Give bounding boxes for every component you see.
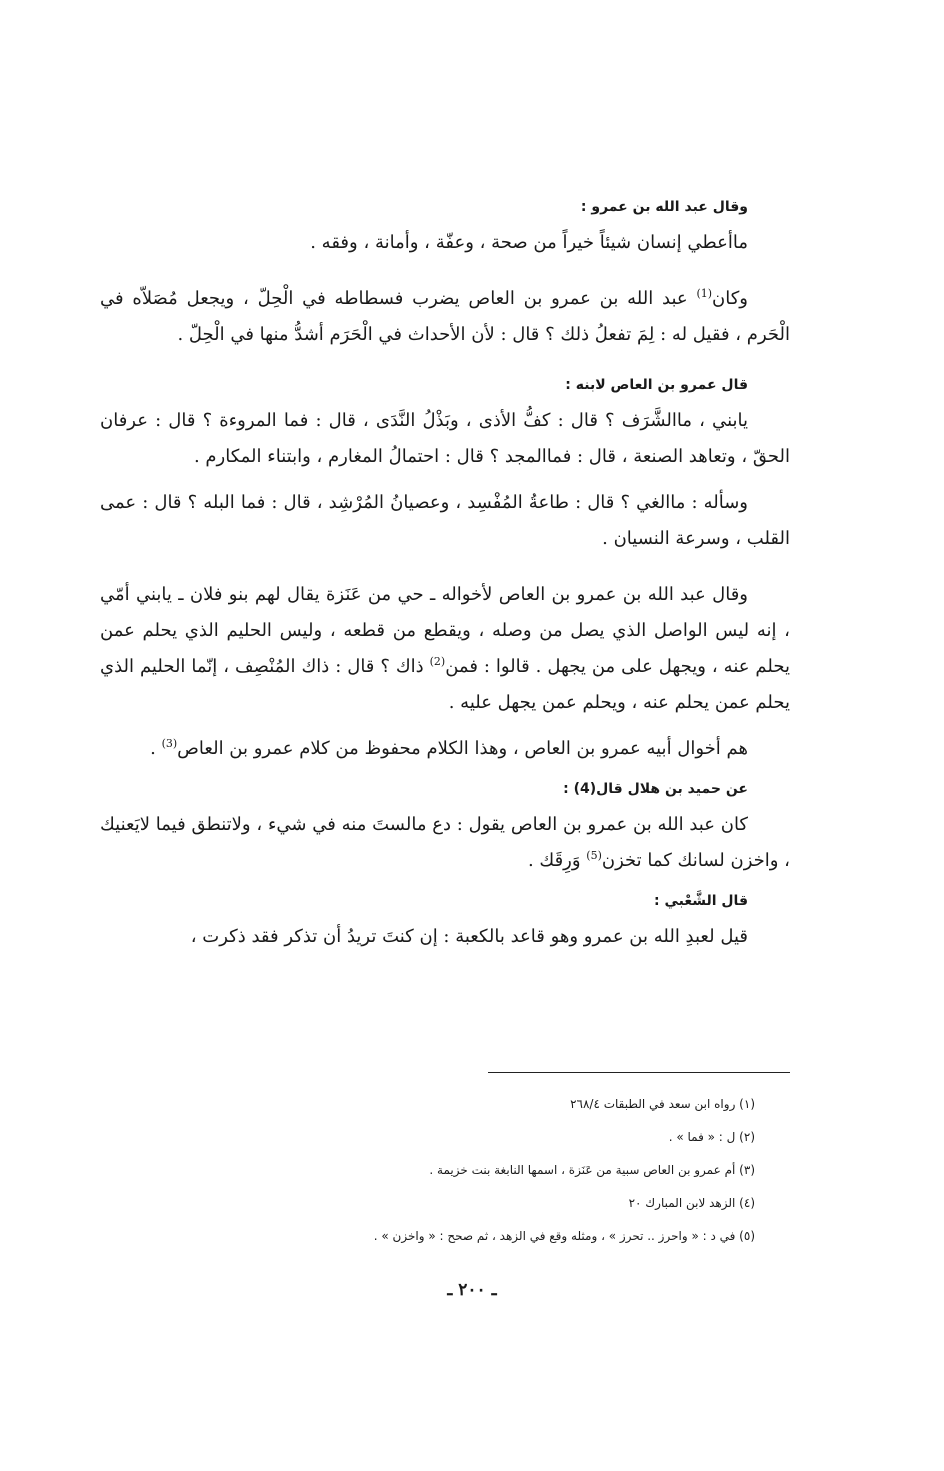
section-heading: عن حميد بن هلال قال(4) : xyxy=(563,781,748,797)
footnote-ref: (1) xyxy=(696,287,713,300)
paragraph: يابني ، ماالشَّرَف ؟ قال : كفُّ الأذى ، وبَذْلُ النَّدَى ، قال : فما المروءة ؟ قال : عرفان الحقّ ، وتعاهد الصنعة ، قال : فماالمجد ؟ قال : احتمالُ المغارم ، وابتناء المكارم . xyxy=(100,410,790,467)
paragraph: وسأله : ماالغي ؟ قال : طاعةُ المُفْسِد ، وعصيانُ المُرْشِد ، قال : فما البله ؟ قال : عمى القلب ، وسرعة النسيان . xyxy=(100,492,790,549)
paragraph: هم أخوال أبيه عمرو بن العاص ، وهذا الكلام محفوظ من كلام عمرو بن العاص$^{(3)}$ . xyxy=(150,737,748,759)
section-2 xyxy=(100,281,790,353)
section-3 xyxy=(100,373,790,557)
paragraph: كان عبد الله بن عمرو بن العاص يقول : دع مالستَ منه في شيء ، ولاتنطق فيما لايَعنيك ، واخزن لسانك كما تخزن$^{(5)}$ وَرِقَك . xyxy=(100,814,790,871)
footnote-ref: (5) xyxy=(586,849,602,862)
footnote: (١) رواه ابن سعد في الطبقات ٢٦٨/٤ xyxy=(570,1097,755,1111)
footnote-ref: (2) xyxy=(429,655,446,668)
paragraph: ماأعطي إنسان شيئاً خيراً من صحة ، وعفّة ، وأمانة ، وفقه . xyxy=(310,232,748,253)
footnotes xyxy=(100,1088,755,1253)
footnote-divider xyxy=(488,1072,790,1073)
section-heading: وقال عبد الله بن عمرو : xyxy=(580,199,748,215)
footnote: (٤) الزهد لابن المبارك ٢٠ xyxy=(628,1196,755,1210)
section-heading: قال عمرو بن العاص لابنه : xyxy=(565,377,748,393)
page-body xyxy=(100,195,790,965)
footnote: (٣) أم عمرو بن العاص سبية من عَنَزة ، اسمها النابغة بنت خزيمة . xyxy=(429,1163,755,1177)
paragraph: قيل لعبدِ الله بن عمرو وهو قاعد بالكعبة : إن كنتَ تريدُ أن تذكر فقد ذكرت ، xyxy=(190,926,748,947)
section-4 xyxy=(100,577,790,767)
footnote-ref: (3) xyxy=(161,737,178,750)
section-6 xyxy=(100,889,790,955)
footnote: (٥) في د : « واحرز .. تحرز » ، ومثله وقع في الزهد ، ثم صحح : « واخزن » . xyxy=(373,1229,755,1243)
page-number: ـ ٢٠٠ ـ xyxy=(447,1280,497,1300)
paragraph: وقال عبد الله بن عمرو بن العاص لأخواله ـ حي من عَنَزة يقال لهم بنو فلان ـ يابني أمّي ، إنه ليس الواصل الذي يصل من وصله ، ويقطع من قطعه ، وليس الحليم الذي يحلم عمن يحلم عنه ، ويجهل على من يجهل . قالوا : فمن$^{(2)}$ ذاك ؟ قال : ذاك المُنْصِف ، إنّما الحليم الذي يحلم عمن يحلم عنه ، ويحلم عمن يجهل عليه . xyxy=(100,584,790,713)
footnote: (٢) ل : « فما » . xyxy=(668,1130,755,1144)
section-1 xyxy=(100,195,790,261)
section-5 xyxy=(100,777,790,879)
section-heading: قال الشَّعْبي : xyxy=(653,893,748,909)
paragraph: وكان$^{(1)}$ عبد الله بن عمرو بن العاص يضرب فسطاطه في الْحِلّ ، ويجعل مُصَلاّه في الْحَرم ، فقيل له : لِمَ تفعلُ ذلك ؟ قال : لأن الأحداث في الْحَرَم أشدُّ منها في الْحِلّ . xyxy=(100,287,790,345)
